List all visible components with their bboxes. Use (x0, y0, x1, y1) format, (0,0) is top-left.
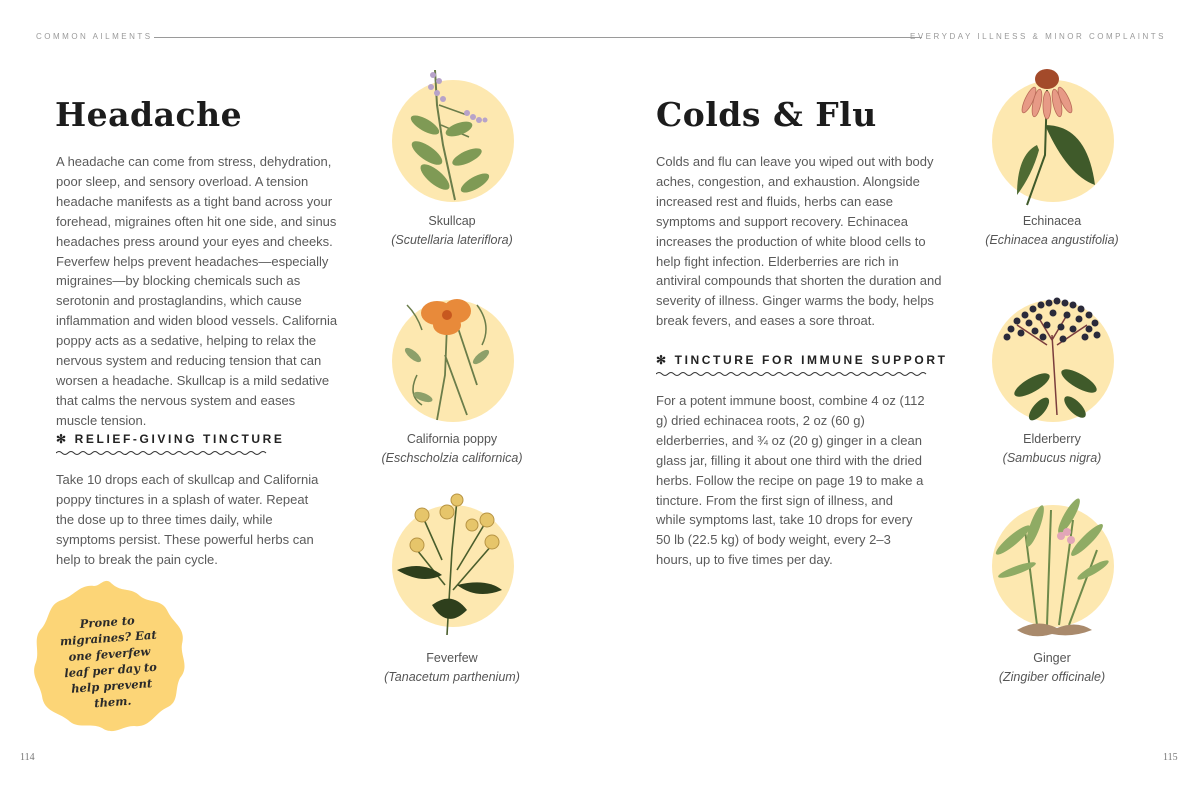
skullcap-common-name: Skullcap (428, 214, 476, 228)
elderberry-common-name: Elderberry (1023, 432, 1081, 446)
immune-tincture-heading: TINCTURE FOR IMMUNE SUPPORT (674, 353, 948, 367)
echinacea-latin-name: (Echinacea angustifolia) (985, 233, 1119, 247)
echinacea-caption (952, 212, 1152, 250)
elderberry-plant (977, 285, 1127, 435)
poppy-latin-name: (Eschscholzia californica) (381, 451, 523, 465)
feverfew-illustration (377, 490, 527, 640)
headache-title: Headache (55, 95, 243, 134)
ginger-plant (977, 490, 1127, 640)
feverfew-plant (377, 490, 527, 640)
header-left: COMMON AILMENTS (36, 32, 153, 41)
feverfew-caption (352, 649, 552, 687)
feverfew-common-name: Feverfew (426, 651, 478, 665)
header-right: EVERYDAY ILLNESS & MINOR COMPLAINTS (910, 32, 1166, 41)
skullcap-latin-name: (Scutellaria lateriflora) (391, 233, 513, 247)
tip-badge (30, 576, 190, 736)
ginger-common-name: Ginger (1033, 651, 1071, 665)
colds-flu-title: Colds & Flu (656, 95, 877, 134)
header-rule (154, 37, 922, 38)
poppy-plant (377, 285, 527, 435)
running-header (36, 32, 1166, 44)
ginger-latin-name: (Zingiber officinale) (998, 670, 1106, 684)
right-page-number: 115 (1163, 752, 1178, 763)
immune-tincture-recipe: For a potent immune boost, combine 4 oz (112 g) dried echinacea roots, 2 oz (60 g) elderberries, and ¾ oz (20 g) ginger in a clean glass jar, filling it about one third with the dried herbs. Follow the recipe on page 19 to make a tincture. From the first sign of illness, and while symptoms last, take 10 drops for every 50 lb (22.5 kg) of body weight, every 2–3 hours, up to five times per day. (656, 393, 925, 568)
headache-body: A headache can come from stress, dehydration, poor sleep, and sensory overload. A tension headache manifests as a tight band across your forehead, migraines often hit one side, and sinus headaches press around your eyes and cheeks. Feverfew helps prevent headaches—especially migraines—by blocking chemicals such as serotonin and prostaglandins, which cause inflammation and widen blood vessels. California poppy acts as a sedative, helping to relax the nervous system and reducing tension that can worsen a headache. Skullcap is a mild sedative that calms the nervous system and eases muscle tension. (56, 154, 338, 428)
relief-tincture-heading: RELIEF-GIVING TINCTURE (74, 432, 285, 446)
echinacea-plant (977, 65, 1127, 215)
echinacea-common-name: Echinacea (1022, 214, 1082, 228)
ginger-caption (952, 649, 1152, 687)
feverfew-latin-name: (Tanacetum parthenium) (384, 670, 520, 684)
relief-tincture-recipe: Take 10 drops each of skullcap and California poppy tinctures in a splash of water. Repeat the dose up to three times daily, while symptoms persist. These powerful herbs can help to break the pain cycle. (56, 472, 319, 567)
asterisk-flower-icon: ✻ (56, 432, 69, 446)
elderberry-latin-name: (Sambucus nigra) (1002, 451, 1102, 465)
skullcap-illustration (377, 65, 527, 215)
wavy-underline (56, 449, 270, 457)
ginger-illustration (977, 490, 1127, 640)
tip-text: Prone to migraines? Eat one feverfew leaf per day to help prevent them. (59, 613, 158, 711)
skullcap-caption (352, 212, 552, 250)
relief-tincture-subhead (56, 432, 285, 446)
immune-tincture-subhead (656, 353, 948, 367)
wavy-underline (656, 370, 932, 378)
poppy-common-name: California poppy (406, 432, 498, 446)
skullcap-plant (377, 65, 527, 215)
asterisk-flower-icon: ✻ (656, 353, 669, 367)
echinacea-illustration (977, 65, 1127, 215)
colds-flu-body: Colds and flu can leave you wiped out with body aches, congestion, and exhaustion. Alongside increased rest and fluids, herbs can ease symptoms and support recovery. Echinacea increases the production of white blood cells to help fight infection. Elderberries are rich in antiviral compounds that shorten the duration and severity of illness. Ginger warms the body, helps break fevers, and eases a sore throat. (656, 154, 942, 329)
poppy-illustration (377, 285, 527, 435)
left-page-number: 114 (20, 752, 35, 763)
poppy-caption (352, 430, 552, 468)
elderberry-illustration (977, 285, 1127, 435)
elderberry-caption (952, 430, 1152, 468)
